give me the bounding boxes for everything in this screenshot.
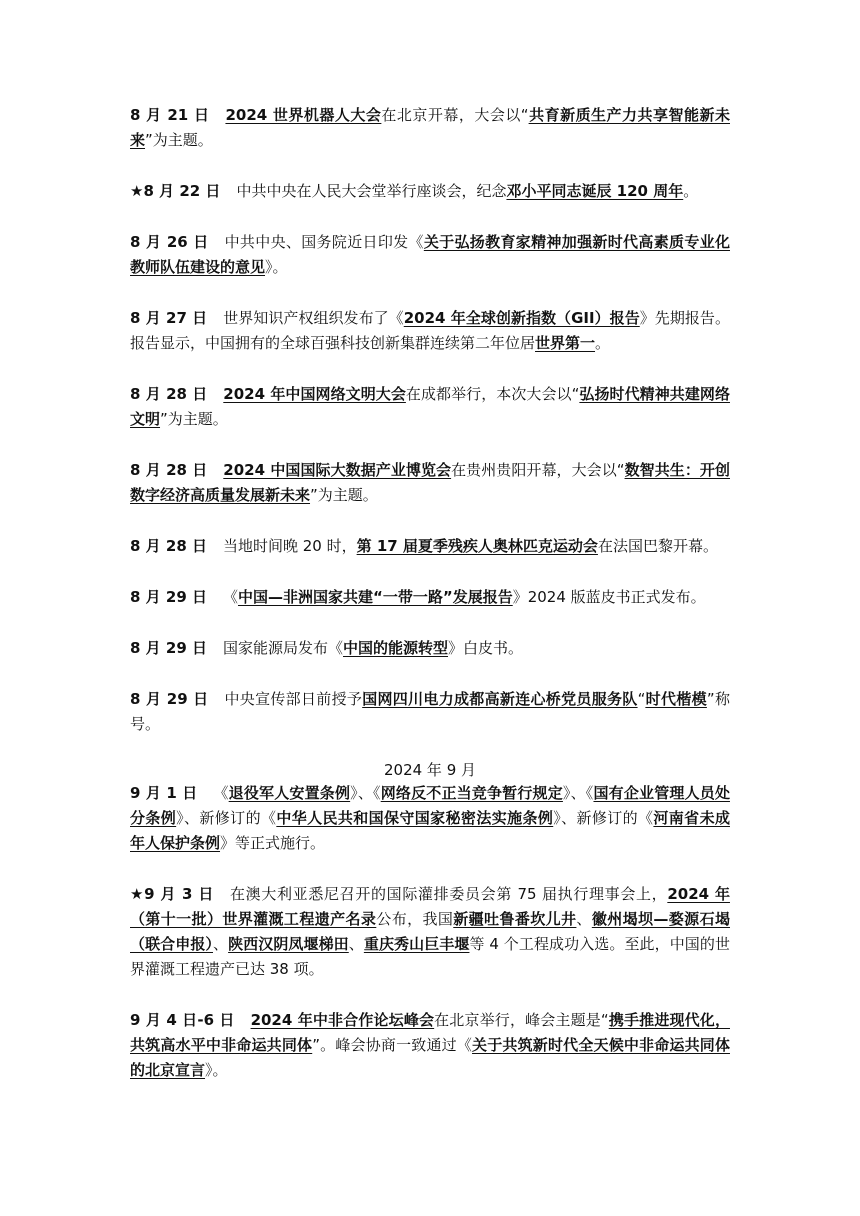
entry-text: 》2024 版蓝皮书正式发布。 bbox=[512, 588, 706, 606]
entry-text: 》、《 bbox=[562, 784, 594, 802]
highlighted-term: 网络反不正当竞争暂行规定 bbox=[380, 784, 563, 802]
highlighted-term: 数智共生：开创数字经济高质量发展新未来 bbox=[130, 461, 730, 504]
entry-text: 《 bbox=[222, 588, 238, 606]
entry-text: 在贵州贵阳开幕，大会以“ bbox=[451, 461, 625, 479]
entry-text: 国家能源局发布《 bbox=[222, 639, 343, 657]
entry bbox=[130, 882, 730, 982]
entry-text: 、 bbox=[348, 935, 364, 953]
entry bbox=[130, 585, 730, 610]
highlighted-term: 关于弘扬教育家精神加强新时代高素质专业化教师队伍建设的意见 bbox=[130, 233, 730, 276]
entry-text: “ bbox=[637, 690, 646, 708]
entry-date: ★9 月 3 日 bbox=[130, 885, 214, 903]
entry bbox=[130, 179, 730, 204]
entry-text: 》、新修订的《 bbox=[553, 809, 654, 827]
entry-text: 。 bbox=[683, 182, 699, 200]
august-entries bbox=[130, 103, 730, 737]
entry-date: 8 月 29 日 bbox=[130, 588, 207, 606]
entry-date: 8 月 28 日 bbox=[130, 461, 208, 479]
highlighted-term: 徽州堨坝—婺源石堨（联合申报） bbox=[130, 910, 730, 953]
entry-text: ”。峰会协商一致通过《 bbox=[312, 1036, 473, 1054]
entry-date: 8 月 26 日 bbox=[130, 233, 209, 251]
highlighted-term: 时代楷模 bbox=[645, 690, 707, 708]
entry-text: ”为主题。 bbox=[145, 131, 213, 149]
highlighted-term: 国有企业管理人员处分条例 bbox=[130, 784, 730, 827]
entry-text: ”称号。 bbox=[130, 690, 730, 733]
highlighted-term: 国网四川电力成都高新连心桥党员服务队 bbox=[362, 690, 638, 708]
entry-text: 》。 bbox=[265, 258, 288, 276]
highlighted-term: 退役军人安置条例 bbox=[228, 784, 351, 802]
highlighted-term: 2024 世界机器人大会 bbox=[225, 106, 382, 124]
document-page bbox=[130, 103, 730, 1109]
entry bbox=[130, 458, 730, 508]
entry bbox=[130, 1008, 730, 1083]
entry-text: 公布，我国 bbox=[376, 910, 454, 928]
entry-date: ★8 月 22 日 bbox=[130, 182, 221, 200]
entry-text: ”为主题。 bbox=[160, 410, 228, 428]
highlighted-term: 2024 年中非合作论坛峰会 bbox=[250, 1011, 435, 1029]
entry-text: 中共中央、国务院近日印发《 bbox=[224, 233, 424, 251]
entry-text: 在北京举行，峰会主题是“ bbox=[434, 1011, 609, 1029]
entry-date: 8 月 29 日 bbox=[130, 639, 207, 657]
entry bbox=[130, 230, 730, 280]
entry-text: 在法国巴黎开幕。 bbox=[597, 537, 718, 555]
entry-text: 在澳大利亚悉尼召开的国际灌排委员会第 75 届执行理事会上， bbox=[230, 885, 668, 903]
highlighted-term: 邓小平同志诞辰 120 周年 bbox=[506, 182, 684, 200]
entry-text: 等 4 个工程成功入选。至此，中国的世界灌溉工程遗产已达 38 项。 bbox=[130, 935, 730, 978]
entry-text: 中共中央在人民大会堂举行座谈会，纪念 bbox=[236, 182, 507, 200]
entry-text: 《 bbox=[213, 784, 229, 802]
entry-text: 在成都举行，本次大会以“ bbox=[405, 385, 580, 403]
entry-date: 8 月 27 日 bbox=[130, 309, 208, 327]
entry-text: ”为主题。 bbox=[310, 486, 378, 504]
highlighted-term: 新疆吐鲁番坎儿井 bbox=[453, 910, 577, 928]
entry-date: 9 月 1 日 bbox=[130, 784, 198, 802]
highlighted-term: 河南省未成年人保护条例 bbox=[130, 809, 730, 852]
highlighted-term: 陕西汉阴凤堰梯田 bbox=[228, 935, 349, 953]
highlighted-term: 第 17 届夏季残疾人奥林匹克运动会 bbox=[356, 537, 598, 555]
entry bbox=[130, 534, 730, 559]
highlighted-term: 中国—非洲国家共建“一带一路”发展报告 bbox=[238, 588, 513, 606]
highlighted-term: 关于共筑新时代全天候中非命运共同体的北京宣言 bbox=[130, 1036, 730, 1079]
entry bbox=[130, 687, 730, 737]
highlighted-term: 2024 年全球创新指数（GII）报告 bbox=[403, 309, 640, 327]
entry-date: 8 月 29 日 bbox=[130, 690, 209, 708]
highlighted-term: 携手推进现代化，共筑高水平中非命运共同体 bbox=[130, 1011, 730, 1054]
highlighted-term: 弘扬时代精神共建网络文明 bbox=[130, 385, 730, 428]
entry-date: 8 月 28 日 bbox=[130, 385, 208, 403]
entry-text: 中央宣传部日前授予 bbox=[224, 690, 363, 708]
entry-text: 世界知识产权组织发布了《 bbox=[223, 309, 404, 327]
highlighted-term: 2024 年（第十一批）世界灌溉工程遗产名录 bbox=[130, 885, 730, 928]
entry bbox=[130, 103, 730, 153]
highlighted-term: 共育新质生产力共享智能新未来 bbox=[130, 106, 730, 149]
highlighted-term: 2024 中国国际大数据产业博览会 bbox=[223, 461, 452, 479]
entry-text: 当地时间晚 20 时， bbox=[222, 537, 357, 555]
entry-text: 在北京开幕，大会以“ bbox=[381, 106, 529, 124]
entry-text: 》白皮书。 bbox=[448, 639, 524, 657]
entry bbox=[130, 382, 730, 432]
entry-text: 、 bbox=[213, 935, 229, 953]
highlighted-term: 中国的能源转型 bbox=[343, 639, 449, 657]
month-heading: 2024 年 9 月 bbox=[383, 761, 477, 779]
highlighted-term: 世界第一 bbox=[535, 334, 596, 352]
entry-date: 9 月 4 日-6 日 bbox=[130, 1011, 235, 1029]
entry-text: 》等正式施行。 bbox=[220, 834, 326, 852]
entry-date: 8 月 28 日 bbox=[130, 537, 207, 555]
entry-text: 。 bbox=[595, 334, 611, 352]
entry-text: 、 bbox=[576, 910, 592, 928]
entry bbox=[130, 781, 730, 856]
entry-text: 》、《 bbox=[350, 784, 381, 802]
highlighted-term: 中华人民共和国保守国家秘密法实施条例 bbox=[276, 809, 554, 827]
entry bbox=[130, 306, 730, 356]
highlighted-term: 2024 年中国网络文明大会 bbox=[223, 385, 406, 403]
entry bbox=[130, 636, 730, 661]
entry-text: 》、新修订的《 bbox=[176, 809, 277, 827]
highlighted-term: 重庆秀山巨丰堰 bbox=[363, 935, 470, 953]
entry-date: 8 月 21 日 bbox=[130, 106, 210, 124]
entry-text: 》。 bbox=[205, 1061, 228, 1079]
september-entries bbox=[130, 781, 730, 1083]
entry-text: 》先期报告。报告显示，中国拥有的全球百强科技创新集群连续第二年位居 bbox=[130, 309, 730, 352]
